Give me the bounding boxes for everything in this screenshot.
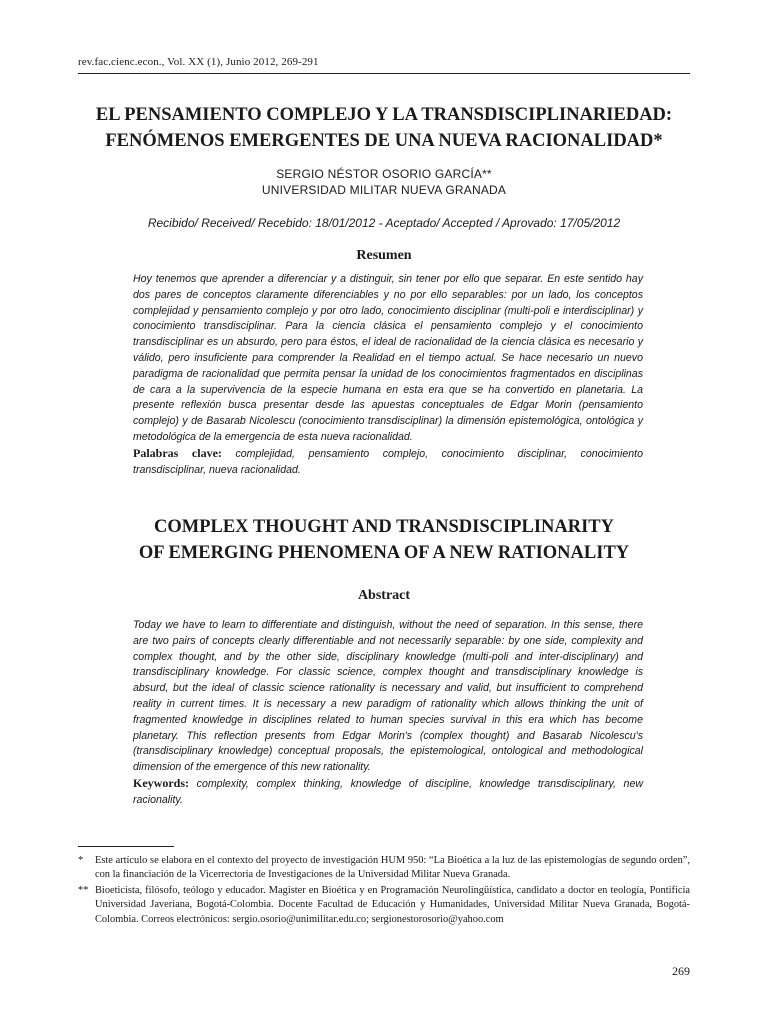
footnote-text: Bioeticista, filósofo, teólogo y educador. Magister en Bioética y en Programación Neurolingüística, candidato a doctor en teología, Pontificia Universidad Javeriana, Bogotá-Colombia. Docente Facultad de Educación y Humanidades, Universidad Militar Nueva Granada, Bogotá-Colombia. Correos electrónicos: sergio.osorio@unimilitar.edu.co; sergionestorosorio@yahoo.com bbox=[95, 884, 690, 925]
resumen-block bbox=[133, 272, 643, 478]
english-keywords bbox=[133, 776, 643, 809]
spanish-keywords bbox=[133, 446, 643, 479]
running-head: rev.fac.cienc.econ., Vol. XX (1), Junio 2012, 269-291 bbox=[78, 56, 319, 68]
page-number: 269 bbox=[672, 964, 690, 978]
footnotes bbox=[78, 854, 690, 928]
footnote-2 bbox=[78, 884, 690, 927]
spanish-title bbox=[78, 102, 690, 154]
english-title-line-1: COMPLEX THOUGHT AND TRANSDISCIPLINARITY bbox=[153, 517, 615, 537]
header-rule bbox=[78, 73, 690, 74]
footnote-1 bbox=[78, 854, 690, 883]
footnote-text: Este artículo se elabora en el contexto del proyecto de investigación HUM 950: “La Bioética a la luz de las epistemologías de segundo orden”, con la financiación de la Vicerrectoría de Investigaciones de la Universidad Militar Nueva Granada. bbox=[95, 855, 690, 881]
author-name: SERGIO NÉSTOR OSORIO GARCÍA** bbox=[276, 167, 492, 181]
footnote-mark: ** bbox=[78, 884, 89, 896]
spanish-keywords-text: complejidad, pensamiento complejo, conocimiento disciplinar, conocimiento transdisciplinar, nueva racionalidad. bbox=[133, 447, 643, 476]
author-affiliation: UNIVERSIDAD MILITAR NUEVA GRANADA bbox=[261, 183, 507, 197]
english-keywords-label: Keywords: bbox=[133, 775, 189, 790]
footnote-mark: * bbox=[78, 855, 84, 866]
abstract-text: Today we have to learn to differentiate and distinguish, without the need of separation. In this sense, there are two pairs of concepts clearly differentiable and not necessarily separable: by one side, complexity and complex thought, and by the other side, disciplinary knowledge (multi-poli and inter-disciplinary) and transdisciplinary knowledge. For classic science, complex thought and transdisciplinary knowledge is absurd, but the ideal of classic science rationality is necessary and valid, but insufficient to comprehend reality in current times. It is necessary a new paradigm of rationality which allows thinking the unit of fragmented knowledge in disciplines related to human species survival in this era which has become planetary. This reflection presents from Edgar Morin's (complex thought) and Basarab Nicolescu's (transdisciplinary knowledge) conceptual proposals, the epistemological, ontological and methodological dimension of the emergence of this new rationality. bbox=[133, 619, 643, 774]
english-title bbox=[78, 514, 690, 566]
spanish-title-line-1: EL PENSAMIENTO COMPLEJO Y LA TRANSDISCIPLINARIEDAD: bbox=[95, 105, 673, 125]
spanish-keywords-label: Palabras clave: bbox=[133, 445, 222, 460]
spanish-title-line-2: FENÓMENOS EMERGENTES DE UNA NUEVA RACIONALIDAD* bbox=[105, 131, 663, 151]
abstract-block bbox=[133, 618, 643, 809]
received-accepted-dates: Recibido/ Received/ Recebido: 18/01/2012 - Aceptado/ Accepted / Aprovado: 17/05/2012 bbox=[147, 216, 621, 230]
resumen-heading: Resumen bbox=[356, 248, 412, 263]
abstract-heading: Abstract bbox=[357, 588, 411, 603]
footnote-rule bbox=[78, 846, 174, 847]
author-block bbox=[78, 166, 690, 198]
english-title-line-2: OF EMERGING PHENOMENA OF A NEW RATIONALITY bbox=[138, 543, 630, 563]
english-keywords-text: complexity, complex thinking, knowledge of discipline, knowledge transdisciplinary, new racionality. bbox=[133, 777, 643, 806]
resumen-text: Hoy tenemos que aprender a diferenciar y a distinguir, sin tener por ello que separar. En este sentido hay dos pares de conceptos claramente diferenciables y no por ello separables: por un lado, los conceptos complejidad y pensamiento complejo y por otro lado, conocimiento disciplinar (multi-poli e interdisciplinar) y conocimiento transdisciplinar. Para la ciencia clásica el pensamiento complejo y el conocimiento transdisciplinar es un absurdo, pero para éstos, el ideal de racionalidad de la ciencia clásica es necesario y válido, pero insuficiente para comprender la Realidad en el tiempo actual. Se hace necesario un nuevo paradigma de racionalidad que permita pensar la unidad de los conocimientos fragmentados en disciplinas de cara a la supervivencia de la especie humana en esta era que se ha convertido en planetaria. La presente reflexión busca presentar desde las apuestas conceptuales de Edgar Morin (pensamiento complejo) y de Basarab Nicolescu (conocimiento transdisciplinar) la dimensión epistemológica, ontológica y metodológica de la emergencia de esta nueva racionalidad. bbox=[133, 273, 643, 443]
